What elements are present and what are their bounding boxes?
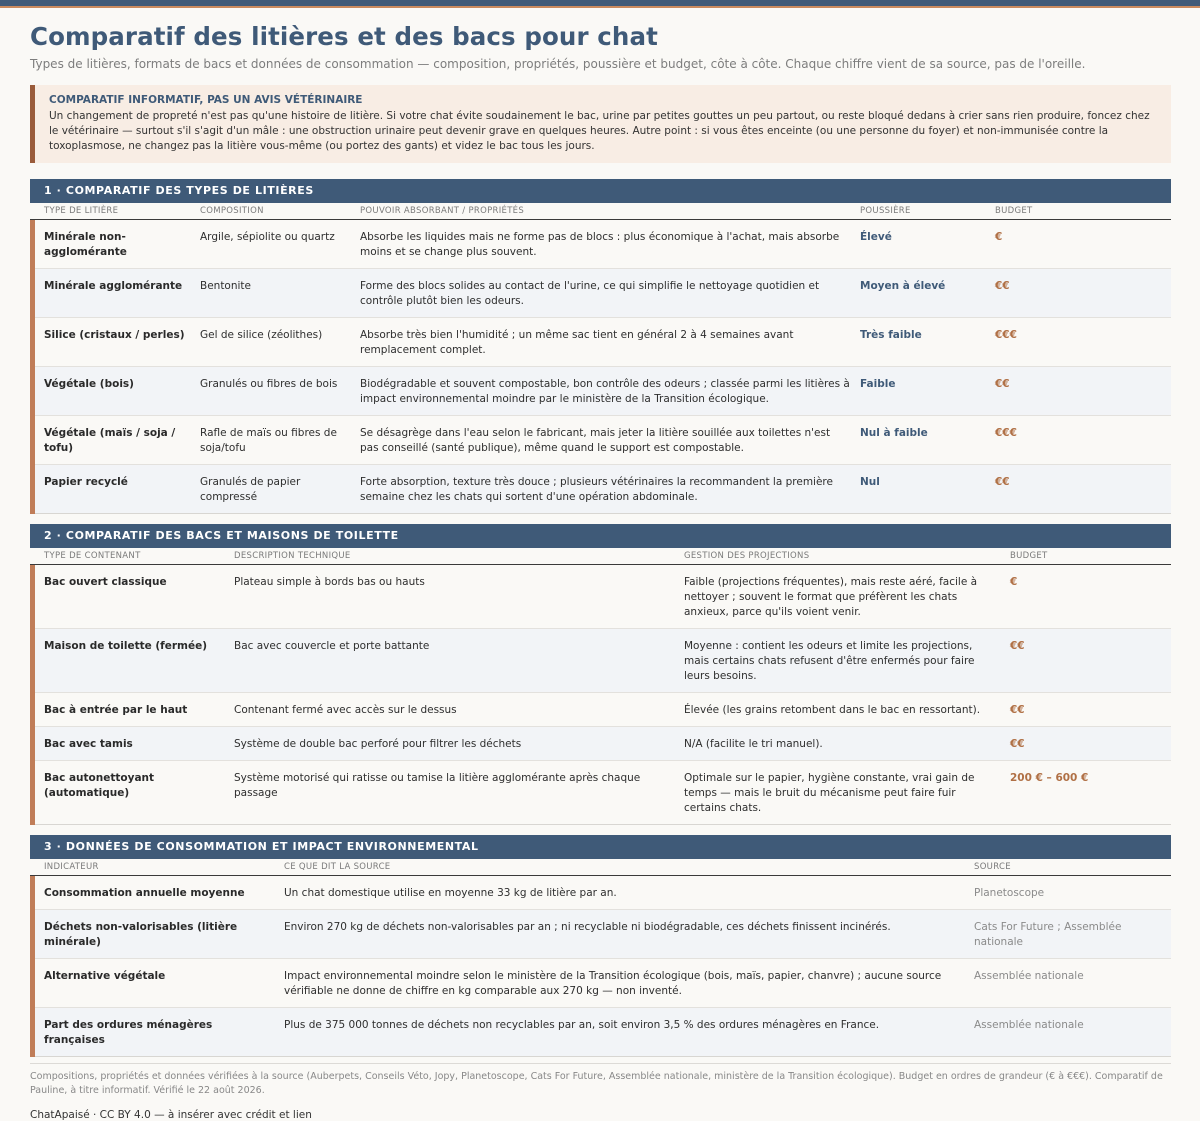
table-row: [35, 1008, 1171, 1057]
cell-projections: Faible (projections fréquentes), mais reste aéré, facile à nettoyer ; souvent le format que préfèrent les chats anxieux, parce qu'ils voient venir.: [684, 576, 978, 618]
section-header-consumption: 3 · DONNÉES DE CONSOMMATION ET IMPACT ENVIRONNEMENTAL: [30, 835, 1171, 859]
table-row: [35, 220, 1171, 269]
litters-table-body: [30, 220, 1171, 514]
cell-budget: €€: [995, 476, 1010, 488]
cell-projections: Moyenne : contient les odeurs et limite les projections, mais certains chats refusent d'être enfermés pour faire leurs besoins.: [684, 640, 975, 682]
consumption-section: [30, 835, 1171, 1057]
boxes-table-body: [30, 565, 1171, 825]
cell-source-says: Impact environnemental moindre selon le ministère de la Transition écologique (bois, maïs, papier, chanvre) ; aucune source vérifiable ne donne de chiffre en kg comparable aux 270 kg — non inventé.: [284, 970, 942, 997]
cell-container-type: Maison de toilette (fermée): [44, 640, 208, 652]
boxes-column-headers: [30, 548, 1171, 565]
cell-litter-type: Minérale non-agglomérante: [44, 231, 127, 258]
cell-container-type: Bac à entrée par le haut: [44, 704, 188, 716]
table-row: [35, 565, 1171, 629]
cell-composition: Granulés de papier compressé: [200, 476, 301, 503]
litter-types-section: [30, 179, 1171, 514]
cell-source-says: Environ 270 kg de déchets non-valorisables par an ; ni recyclable ni biodégradable, ces déchets finissent incinérés.: [284, 921, 891, 933]
column-header-budget: BUDGET: [1010, 551, 1048, 561]
cell-dust: Très faible: [860, 329, 922, 341]
page-subtitle: Types de litières, formats de bacs et données de consommation — composition, propriétés, poussière et budget, côte à côte. Chaque chiffre vient de sa source, pas de l'oreille.: [30, 57, 1086, 71]
table-row: [35, 693, 1171, 727]
cell-container-type: Bac ouvert classique: [44, 576, 167, 588]
cell-litter-type: Végétale (bois): [44, 378, 134, 390]
table-row: [35, 367, 1171, 416]
cell-litter-type: Papier recyclé: [44, 476, 128, 488]
cell-source-says: Plus de 375 000 tonnes de déchets non recyclables par an, soit environ 3,5 % des ordures ménagères en France.: [284, 1019, 880, 1031]
consumption-table-body: [30, 876, 1171, 1057]
column-header-source: SOURCE: [974, 862, 1011, 872]
cell-projections: N/A (facilite le tri manuel).: [684, 738, 823, 750]
section-header-boxes: 2 · COMPARATIF DES BACS ET MAISONS DE TOILETTE: [30, 524, 1171, 548]
cell-litter-type: Silice (cristaux / perles): [44, 329, 185, 341]
table-row: [35, 416, 1171, 465]
cell-composition: Bentonite: [200, 280, 252, 292]
cell-budget: €: [1010, 576, 1018, 588]
cell-description: Contenant fermé avec accès sur le dessus: [234, 704, 457, 716]
cell-indicator: Alternative végétale: [44, 970, 166, 982]
cell-dust: Moyen à élevé: [860, 280, 946, 292]
warning-title: COMPARATIF INFORMATIF, PAS UN AVIS VÉTÉRINAIRE: [49, 94, 363, 106]
cell-projections: Optimale sur le papier, hygiène constante, vrai gain de temps — mais le bruit du mécanisme peut faire fuir certains chats.: [684, 772, 975, 814]
cell-properties: Se désagrège dans l'eau selon le fabricant, mais jeter la litière souillée aux toilettes n'est pas conseillé (santé publique), même quand le support est compostable.: [360, 427, 831, 454]
cell-source: Planetoscope: [974, 887, 1045, 899]
column-header-composition: COMPOSITION: [200, 206, 264, 216]
cell-litter-type: Minérale agglomérante: [44, 280, 183, 292]
column-header-dust: POUSSIÈRE: [860, 206, 911, 216]
table-row: [35, 727, 1171, 761]
page-title: Comparatif des litières et des bacs pour chat: [30, 22, 658, 51]
warning-text: Un changement de propreté n'est pas qu'une histoire de litière. Si votre chat évite soudainement le bac, urine par petites gouttes un peu partout, ou reste bloqué dedans à crier sans rien produire, foncez chez le vétérinaire — surtout s'il s'agit d'un mâle : une obstruction urinaire peut devenir grave en quelques heures. Autre point : si vous êtes enceinte (ou une personne du foyer) et non-immunisée contre la toxoplasmose, ne changez pas la litière vous-même (ou portez des gants) et videz le bac tous les jours.: [49, 110, 1150, 152]
cell-composition: Rafle de maïs ou fibres de soja/tofu: [200, 427, 337, 454]
cell-budget: €€€: [995, 329, 1017, 341]
cell-budget: €€: [1010, 704, 1025, 716]
cell-indicator: Consommation annuelle moyenne: [44, 887, 245, 899]
credit-line: ChatApaisé · CC BY 4.0 — à insérer avec crédit et lien: [30, 1109, 312, 1121]
cell-source: Cats For Future ; Assemblée nationale: [974, 921, 1122, 948]
top-accent-bar: [0, 0, 1200, 8]
cell-container-type: Bac avec tamis: [44, 738, 133, 750]
cell-description: Plateau simple à bords bas ou hauts: [234, 576, 425, 588]
cell-litter-type: Végétale (maïs / soja / tofu): [44, 427, 176, 454]
column-header-litter-type: TYPE DE LITIÈRE: [44, 206, 119, 216]
cell-budget: €€: [995, 280, 1010, 292]
cell-properties: Forme des blocs solides au contact de l'urine, ce qui simplifie le nettoyage quotidien et contrôle plutôt bien les odeurs.: [360, 280, 820, 307]
cell-dust: Élevé: [860, 231, 892, 243]
table-row: [35, 959, 1171, 1008]
litters-column-headers: [30, 203, 1171, 220]
table-row: [35, 318, 1171, 367]
column-header-properties: POUVOIR ABSORBANT / PROPRIÉTÉS: [360, 206, 525, 216]
cell-composition: Granulés ou fibres de bois: [200, 378, 338, 390]
table-row: [35, 629, 1171, 693]
cell-description: Bac avec couvercle et porte battante: [234, 640, 430, 652]
section-header-litters: 1 · COMPARATIF DES TYPES DE LITIÈRES: [30, 179, 1171, 203]
cell-properties: Absorbe très bien l'humidité ; un même sac tient en général 2 à 4 semaines avant remplacement complet.: [360, 329, 794, 356]
cell-budget: 200 € – 600 €: [1010, 772, 1089, 784]
table-row: [35, 269, 1171, 318]
cell-indicator: Part des ordures ménagères françaises: [44, 1019, 213, 1046]
cell-source: Assemblée nationale: [974, 970, 1084, 982]
cell-container-type: Bac autonettoyant (automatique): [44, 772, 155, 799]
consumption-column-headers: [30, 859, 1171, 876]
sources-note: Compositions, propriétés et données vérifiées à la source (Auberpets, Conseils Véto, Jopy, Planetoscope, Cats For Future, Assemblée nationale, ministère de la Transition écologique). Budget en ordres de grandeur (€ à €€€). Comparatif de Pauline, à titre informatif. Vérifié le 22 août 2026.: [30, 1063, 1171, 1098]
column-header-indicator: INDICATEUR: [44, 862, 99, 872]
cell-source-says: Un chat domestique utilise en moyenne 33 kg de litière par an.: [284, 887, 617, 899]
table-row: [35, 876, 1171, 910]
column-header-budget: BUDGET: [995, 206, 1033, 216]
table-row: [35, 910, 1171, 959]
cell-description: Système motorisé qui ratisse ou tamise la litière agglomérante après chaque passage: [234, 772, 641, 799]
column-header-container-type: TYPE DE CONTENANT: [44, 551, 141, 561]
cell-dust: Nul à faible: [860, 427, 928, 439]
cell-budget: €€: [1010, 640, 1025, 652]
boxes-section: [30, 524, 1171, 825]
cell-dust: Nul: [860, 476, 880, 488]
cell-budget: €€: [995, 378, 1010, 390]
table-row: [35, 465, 1171, 514]
cell-dust: Faible: [860, 378, 896, 390]
column-header-source-says: CE QUE DIT LA SOURCE: [284, 862, 391, 872]
cell-budget: €: [995, 231, 1003, 243]
cell-projections: Élevée (les grains retombent dans le bac en ressortant).: [684, 704, 981, 716]
cell-properties: Forte absorption, texture très douce ; plusieurs vétérinaires la recommandent la première semaine chez les chats qui sortent d'une opération abdominale.: [360, 476, 833, 503]
column-header-projections: GESTION DES PROJECTIONS: [684, 551, 810, 561]
veterinary-warning-box: [30, 85, 1171, 163]
cell-budget: €€€: [995, 427, 1017, 439]
cell-composition: Gel de silice (zéolithes): [200, 329, 323, 341]
cell-description: Système de double bac perforé pour filtrer les déchets: [234, 738, 522, 750]
page-content: [30, 22, 1171, 1121]
cell-budget: €€: [1010, 738, 1025, 750]
cell-composition: Argile, sépiolite ou quartz: [200, 231, 335, 243]
table-row: [35, 761, 1171, 825]
cell-indicator: Déchets non-valorisables (litière minérale): [44, 921, 238, 948]
column-header-description: DESCRIPTION TECHNIQUE: [234, 551, 351, 561]
cell-properties: Absorbe les liquides mais ne forme pas de blocs : plus économique à l'achat, mais absorbe moins et se change plus souvent.: [360, 231, 840, 258]
cell-properties: Biodégradable et souvent compostable, bon contrôle des odeurs ; classée parmi les litières à impact environnemental moindre par le ministère de la Transition écologique.: [360, 378, 850, 405]
cell-source: Assemblée nationale: [974, 1019, 1084, 1031]
